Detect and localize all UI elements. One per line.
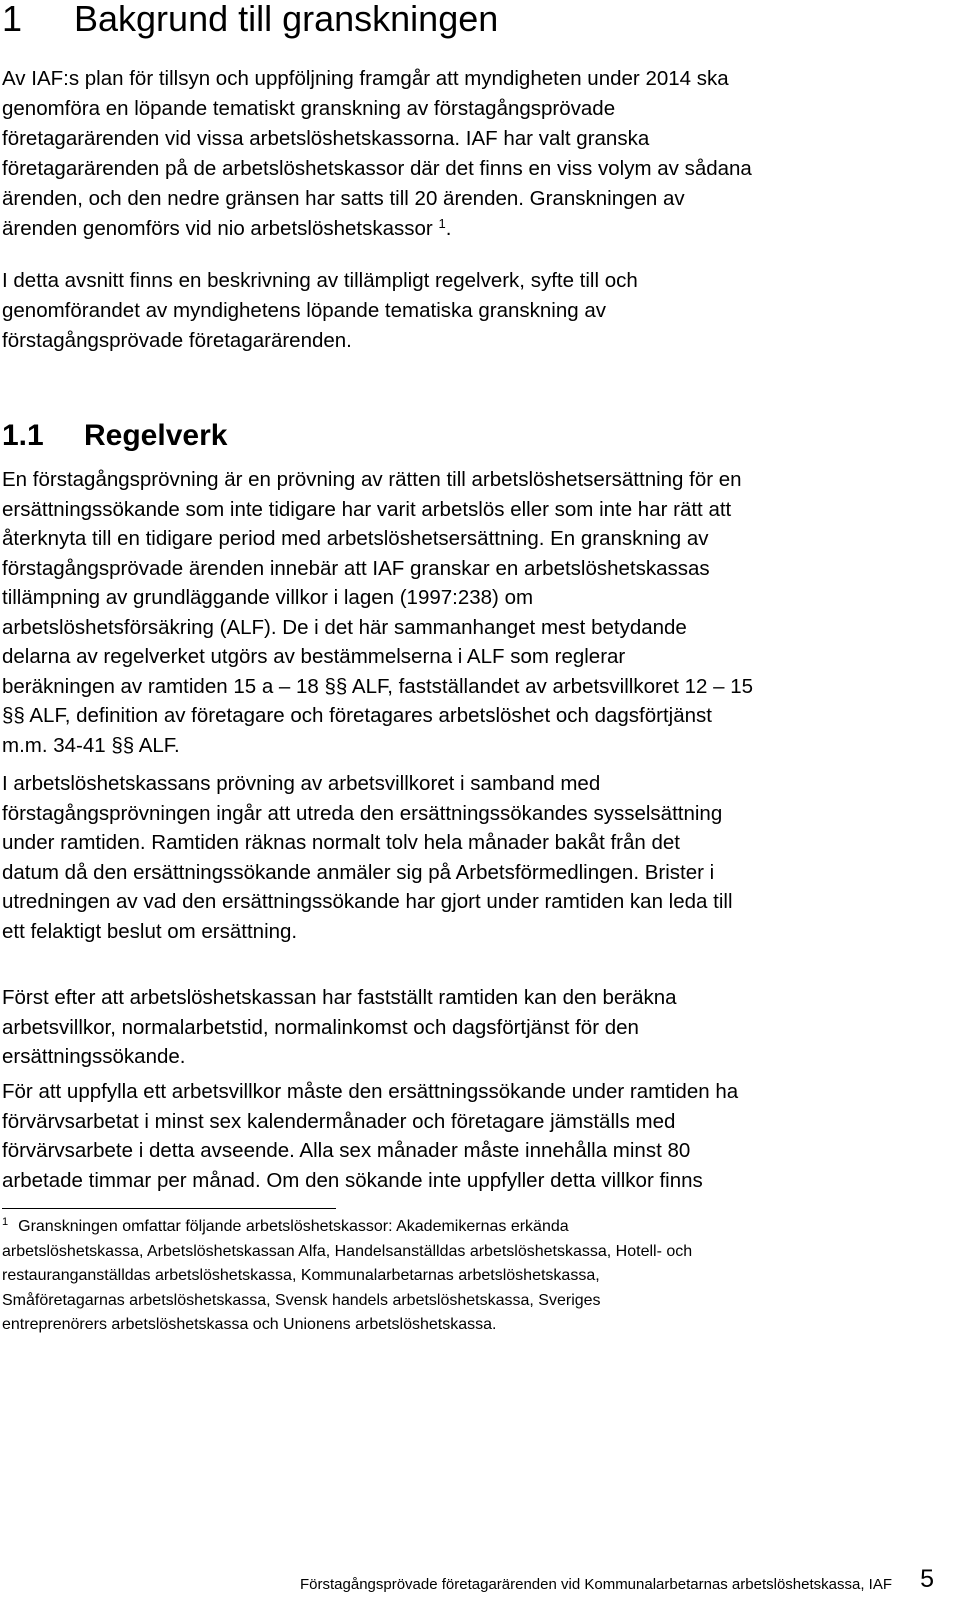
text-line: återknyta till en tidigare period med arbetslöshetsersättning. En granskning av	[2, 527, 709, 550]
text-line: ersättningssökande som inte tidigare har varit arbetslös eller som inte har rätt att	[2, 497, 732, 521]
text-line: tillämpning av grundläggande villkor i lagen (1997:238) om	[2, 586, 534, 609]
text-fragment: ärenden genomförs vid nio arbetslöshetskassor	[2, 217, 433, 240]
text-line: arbetsvillkor, normalarbetstid, normalinkomst och dagsförtjänst för den	[2, 1015, 639, 1039]
text-line: Först efter att arbetslöshetskassan har fastställt ramtiden kan den beräkna	[2, 986, 677, 1009]
text-line: För att uppfylla ett arbetsvillkor måste den ersättningssökande under ramtiden ha	[2, 1080, 739, 1103]
chapter-heading	[2, 0, 498, 42]
text-line: under ramtiden. Ramtiden räknas normalt tolv hela månader bakåt från det	[2, 831, 681, 854]
text-line	[2, 214, 954, 244]
footnote-text: Granskningen omfattar följande arbetslöshetskassor: Akademikernas erkända	[18, 1218, 569, 1235]
text-line: ersättningssökande.	[2, 1045, 186, 1068]
footnote-line	[2, 1215, 954, 1240]
text-line: genomföra en löpande tematiskt granskning av förstagångsprövade	[2, 97, 616, 120]
footnote-line: entreprenörers arbetslöshetskassa och Unionens arbetslöshetskassa.	[2, 1316, 497, 1333]
footnote-line: Småföretagarnas arbetslöshetskassa, Svensk handels arbetslöshetskassa, Sveriges	[2, 1291, 601, 1309]
regelverk-paragraph-3	[2, 983, 954, 1072]
text-line: företagarärenden vid vissa arbetslöshetskassorna. IAF har valt granska	[2, 127, 650, 150]
text-line: förvärvsarbetat i minst sex kalendermånader och företagare jämställs med	[2, 1109, 676, 1133]
intro-paragraph	[2, 64, 954, 244]
text-line: företagarärenden på de arbetslöshetskassor där det finns en viss volym av sådana	[2, 157, 752, 180]
text-line: förvärvsarbete i detta avseende. Alla sex månader måste innehålla minst 80	[2, 1139, 691, 1162]
text-line: arbetslöshetsförsäkring (ALF). De i det här sammanhanget mest betydande	[2, 615, 687, 639]
section-number: 1.1	[2, 419, 44, 452]
text-line: förstagångsprövade ärenden innebär att IAF granskar en arbetslöshetskassas	[2, 556, 710, 580]
section-heading	[2, 417, 227, 455]
text-line: beräkningen av ramtiden 15 a – 18 §§ ALF, fastställandet av arbetsvillkoret 12 – 15	[2, 674, 754, 698]
text-line: förstagångsprövningen ingår att utreda den ersättningssökandes sysselsättning	[2, 801, 723, 825]
text-line: I arbetslöshetskassans prövning av arbetsvillkoret i samband med	[2, 772, 601, 795]
footnote-number: 1	[2, 1216, 9, 1228]
text-line: delarna av regelverket utgörs av bestämmelserna i ALF som reglerar	[2, 645, 626, 668]
text-line: genomförandet av myndighetens löpande tematiska granskning av	[2, 299, 606, 322]
text-line: ärenden, och den nedre gränsen har satts till 20 ärenden. Granskningen av	[2, 187, 685, 210]
footnote-line: restauranganställdas arbetslöshetskassa, Kommunalarbetarnas arbetslöshetskassa,	[2, 1267, 600, 1284]
text-line: I detta avsnitt finns en beskrivning av tillämpligt regelverk, syfte till och	[2, 269, 638, 292]
regelverk-paragraph-2	[2, 769, 954, 946]
text-line: §§ ALF, definition av företagare och företagares arbetslöshet och dagsförtjänst	[2, 704, 712, 727]
sentence-end: .	[445, 217, 452, 240]
text-line: förstagångsprövade företagarärenden.	[2, 329, 352, 352]
text-line: ett felaktigt beslut om ersättning.	[2, 919, 298, 943]
text-line: Av IAF:s plan för tillsyn och uppföljning framgår att myndigheten under 2014 ska	[2, 67, 729, 90]
text-line: arbetade timmar per månad. Om den sökande inte uppfyller detta villkor finns	[2, 1168, 703, 1192]
footnote	[2, 1215, 954, 1338]
page-footer: Förstagångsprövade företagarärenden vid Kommunalarbetarnas arbetslöshetskassa, IAF	[300, 1576, 892, 1593]
regelverk-paragraph-1	[2, 465, 954, 760]
chapter-number: 1	[2, 0, 23, 39]
footnote-line: arbetslöshetskassa, Arbetslöshetskassan Alfa, Handelsanställdas arbetslöshetskassa, Hotell- och	[2, 1242, 693, 1260]
footnote-separator	[2, 1208, 336, 1209]
page-number: 5	[920, 1565, 934, 1593]
text-line: datum då den ersättningssökande anmäler sig på Arbetsförmedlingen. Brister i	[2, 860, 715, 884]
text-line: En förstagångsprövning är en prövning av rätten till arbetslöshetsersättning för en	[2, 468, 742, 491]
regelverk-paragraph-4	[2, 1077, 954, 1195]
chapter-title: Bakgrund till granskningen	[74, 0, 499, 39]
text-line: m.m. 34-41 §§ ALF.	[2, 733, 180, 757]
section-intro-paragraph	[2, 266, 954, 356]
footnote-reference[interactable]: 1	[438, 216, 446, 231]
section-title: Regelverk	[84, 419, 228, 452]
text-line: utredningen av vad den ersättningssökande har gjort under ramtiden kan leda till	[2, 890, 733, 913]
